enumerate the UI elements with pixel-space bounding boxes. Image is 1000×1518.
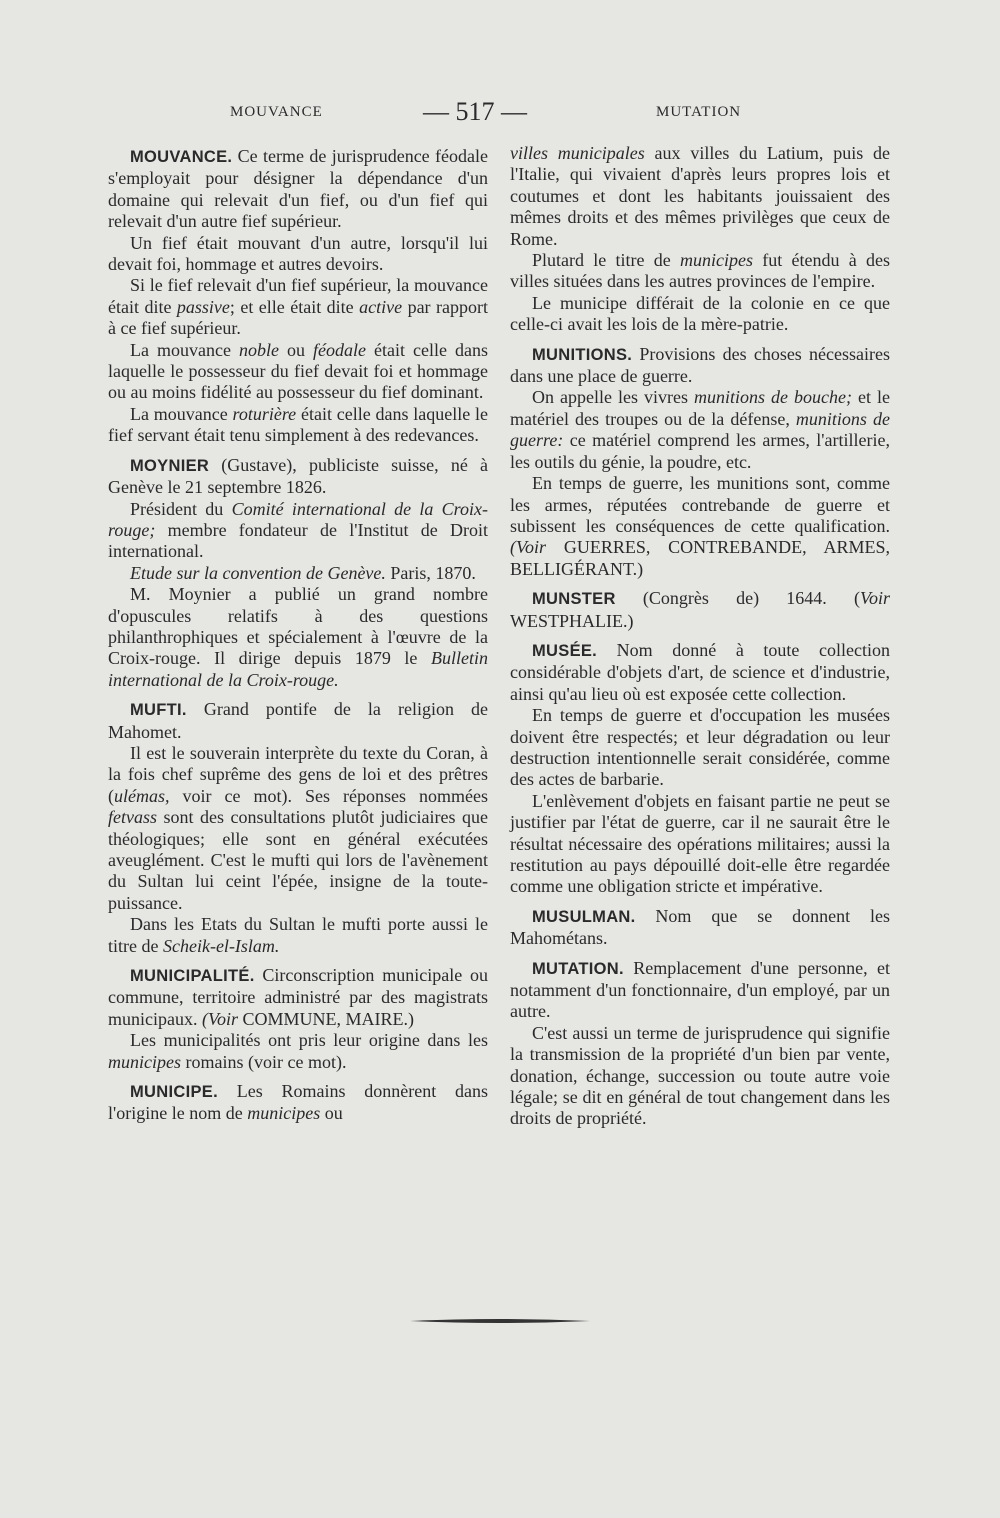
- body-text: L'enlèvement d'objets en faisant partie ne peut se justifier par l'état de guerre, car il ne saurait être le résultat nécessaire des opérations militaires; aussi la restitution au pays dépouillé doit-elle être regardée comme une obligation stricte et impérative.: [510, 790, 890, 897]
- italic-text: Bulletin international de la Croix-rouge.: [108, 648, 488, 690]
- body-text: Nom donné à toute collection considérable d'objets d'art, de science et d'industrie, ainsi qu'au lieu où est exposée cette collection.: [510, 639, 890, 704]
- entry-headword: MUSÉE.: [532, 641, 598, 660]
- body-text: La mouvance: [130, 403, 233, 424]
- italic-text: municipes: [680, 250, 753, 271]
- body-text: Paris, 1870.: [385, 562, 476, 583]
- entry-headword: MUTATION.: [532, 959, 624, 978]
- dictionary-entry: [108, 455, 488, 691]
- entry-headword: MUSULMAN.: [532, 907, 636, 926]
- entry-paragraph: [510, 293, 890, 336]
- entry-paragraph: [108, 914, 488, 957]
- italic-text: roturière: [232, 403, 297, 424]
- body-text: aux villes du Latium, puis de l'Italie, qui vivaient d'après leurs propres lois et coutumes et dont les habitants jouissaient des mêmes droits et des mêmes privilèges que ceux de Rome.: [510, 143, 890, 249]
- body-text: C'est aussi un terme de jurisprudence qui signifie la transmission de la propriété d'un bien par vente, donation, échange, succession ou toute autre voie légale; se dit en général de tout changement dans les droits de propriété.: [510, 1022, 890, 1129]
- running-head-left: MOUVANCE: [230, 103, 323, 120]
- entry-headword: MUFTI.: [130, 701, 187, 720]
- italic-text: villes municipales: [510, 143, 645, 163]
- body-text: fut étendu à des villes situées dans les autres provinces de l'empire.: [510, 250, 890, 292]
- entry-headword: MOUVANCE.: [130, 148, 233, 166]
- italic-text: ulémas,: [114, 785, 170, 806]
- body-text: ce matériel comprend les armes, l'artillerie, les outils du génie, la poudre, etc.: [510, 430, 890, 472]
- entry-paragraph: [510, 387, 890, 473]
- end-ornament-rule: [410, 1317, 590, 1325]
- body-text: Les municipalités ont pris leur origine dans les: [130, 1030, 488, 1051]
- body-text: Ce terme de jurisprudence féodale s'employait pour désigner la dépendance d'un domaine qui relevait d'un fief, ou d'un fief qui relevait d'un autre fief supérieur.: [108, 146, 488, 232]
- body-text: COMMUNE, MAIRE.): [237, 1008, 414, 1029]
- body-text: Le municipe différait de la colonie en ce que celle-ci avait les lois de la mère-patrie.: [510, 292, 890, 335]
- entry-paragraph: [108, 146, 488, 233]
- body-text: membre fondateur de l'Institut de Droit international.: [108, 519, 488, 562]
- body-text: Un fief était mouvant d'un autre, lorsqu'il lui devait foi, hommage et autres devoirs.: [108, 232, 488, 275]
- entry-paragraph: [510, 791, 890, 898]
- entry-paragraph: [510, 588, 890, 632]
- body-text: Président du: [130, 498, 232, 519]
- dictionary-entry: [108, 1081, 488, 1125]
- body-text: ; et elle était dite: [229, 296, 360, 317]
- entry-paragraph: [108, 699, 488, 743]
- dictionary-entry: [510, 143, 890, 336]
- page-number: — 517 —: [423, 97, 527, 126]
- dictionary-entry: [108, 146, 488, 447]
- dictionary-entry: [510, 906, 890, 950]
- dictionary-entry: [510, 588, 890, 632]
- body-text: ou: [278, 339, 314, 360]
- body-text: GUERRES, CONTREBANDE, ARMES, BELLIGÉRANT.): [510, 537, 890, 579]
- entry-headword: MUNSTER: [532, 590, 616, 609]
- entry-paragraph: [108, 233, 488, 276]
- italic-text: municipes: [247, 1103, 321, 1124]
- body-text: romains (voir ce mot).: [180, 1051, 347, 1072]
- entry-paragraph: [108, 275, 488, 339]
- entry-paragraph: [108, 743, 488, 914]
- italic-text: Etude sur la convention de Genève.: [130, 562, 386, 583]
- body-text: sont des consultations plutôt judiciaires que théologiques; elle sont en général exécutées aveuglément. C'est le mufti qui lors de l'avènement du Sultan lui ceint l'épée, insigne de la toute-puissance.: [108, 807, 488, 913]
- entry-paragraph: [510, 473, 890, 580]
- body-text: Si le fief relevait d'un fief supérieur, la mouvance était dite: [108, 275, 488, 317]
- italic-text: passive: [176, 296, 230, 317]
- entry-paragraph: [108, 499, 488, 563]
- entry-paragraph: [108, 563, 488, 584]
- body-text: voir ce mot). Ses réponses nommées: [169, 785, 488, 806]
- body-text: En temps de guerre et d'occupation les musées doivent être respectés; et leur dégradation ou leur destruction intentionnelle serait considérée, comme des actes de barbarie.: [510, 705, 890, 790]
- entry-paragraph: [108, 340, 488, 404]
- italic-text: féodale: [313, 339, 366, 360]
- body-text: Grand pontife de la religion de Mahomet.: [108, 699, 488, 742]
- body-text: En temps de guerre, les munitions sont, comme les armes, réputées contrebande de guerre et subissent les conséquences de cette qualification.: [510, 473, 890, 536]
- body-text: WESTPHALIE.): [510, 610, 634, 631]
- italic-text: (Voir: [201, 1008, 238, 1029]
- italic-text: munitions de bouche;: [694, 387, 852, 408]
- italic-text: fetvass: [108, 807, 157, 828]
- dictionary-entry: [108, 699, 488, 957]
- entry-paragraph: [510, 705, 890, 791]
- italic-text: Voir: [859, 588, 890, 609]
- italic-text: Scheik-el-Islam.: [162, 935, 280, 956]
- dictionary-entry: [510, 344, 890, 580]
- italic-text: Comité international de la Croix-rouge;: [108, 498, 488, 540]
- italic-text: municipes: [108, 1051, 181, 1072]
- running-head-right: MUTATION: [656, 103, 742, 120]
- body-text: Circonscription municipale ou commune, territoire administré par des magistrats municipaux.: [108, 965, 488, 1029]
- entry-paragraph: [108, 965, 488, 1030]
- entry-headword: MUNICIPALITÉ.: [130, 967, 255, 986]
- italic-text: munitions de guerre:: [510, 408, 890, 451]
- left-column: [108, 146, 488, 1125]
- body-text: Provisions des choses nécessaires dans une place de guerre.: [510, 343, 890, 387]
- body-text: était celle dans laquelle le fief servant était tenu simplement à des redevances.: [108, 403, 488, 446]
- italic-text: active: [359, 296, 403, 317]
- dictionary-entry: [510, 958, 890, 1130]
- entry-headword: MUNITIONS.: [532, 345, 633, 364]
- entry-paragraph: [510, 344, 890, 388]
- body-text: (Congrès de) 1644. (: [615, 588, 860, 609]
- body-text: Nom que se donnent les Mahométans.: [510, 905, 890, 949]
- entry-paragraph: [108, 1081, 488, 1125]
- entry-paragraph: [108, 455, 488, 499]
- body-text: ou: [320, 1103, 343, 1124]
- body-text: On appelle les vivres: [532, 387, 694, 408]
- entry-paragraph: [510, 250, 890, 293]
- italic-text: noble: [238, 339, 279, 360]
- entry-paragraph: [108, 584, 488, 691]
- dictionary-entry: [510, 640, 890, 898]
- entry-headword: MUNICIPE.: [130, 1083, 218, 1102]
- body-text: (Gustave), publiciste suisse, né à Genève le 21 septembre 1826.: [108, 454, 488, 498]
- body-text: Plutard le titre de: [532, 250, 681, 271]
- entry-paragraph: [510, 143, 890, 250]
- body-text: Il est le souverain interprète du texte du Coran, à la fois chef suprême des gens de loi et des prêtres (: [108, 742, 488, 806]
- body-text: Dans les Etats du Sultan le mufti porte aussi le titre de: [108, 914, 488, 956]
- body-text: par rapport à ce fief supérieur.: [108, 296, 488, 339]
- body-text: La mouvance: [130, 339, 239, 360]
- entry-paragraph: [510, 958, 890, 1023]
- body-text: M. Moynier a publié un grand nombre d'opuscules relatifs à des questions philanthrophiques et spécialement à l'œuvre de la Croix-rouge. Il dirige depuis 1879 le: [108, 584, 488, 669]
- body-text: était celle dans laquelle le possesseur du fief devait foi et hommage ou au moins fidélité au possesseur du fief dominant.: [108, 339, 488, 403]
- body-text: et le matériel des troupes ou de la défense,: [510, 387, 891, 429]
- entry-paragraph: [510, 640, 890, 705]
- right-column: [510, 143, 890, 1130]
- body-text: Remplacement d'une personne, et notamment d'un fonctionnaire, d'un employé, par un autre.: [510, 957, 890, 1022]
- italic-text: (Voir: [510, 537, 546, 558]
- entry-headword: MOYNIER: [130, 456, 210, 475]
- entry-paragraph: [108, 1030, 488, 1073]
- entry-paragraph: [108, 404, 488, 447]
- entry-paragraph: [510, 1023, 890, 1130]
- dictionary-entry: [108, 965, 488, 1073]
- entry-paragraph: [510, 906, 890, 950]
- body-text: Les Romains donnèrent dans l'origine le nom de: [108, 1081, 488, 1124]
